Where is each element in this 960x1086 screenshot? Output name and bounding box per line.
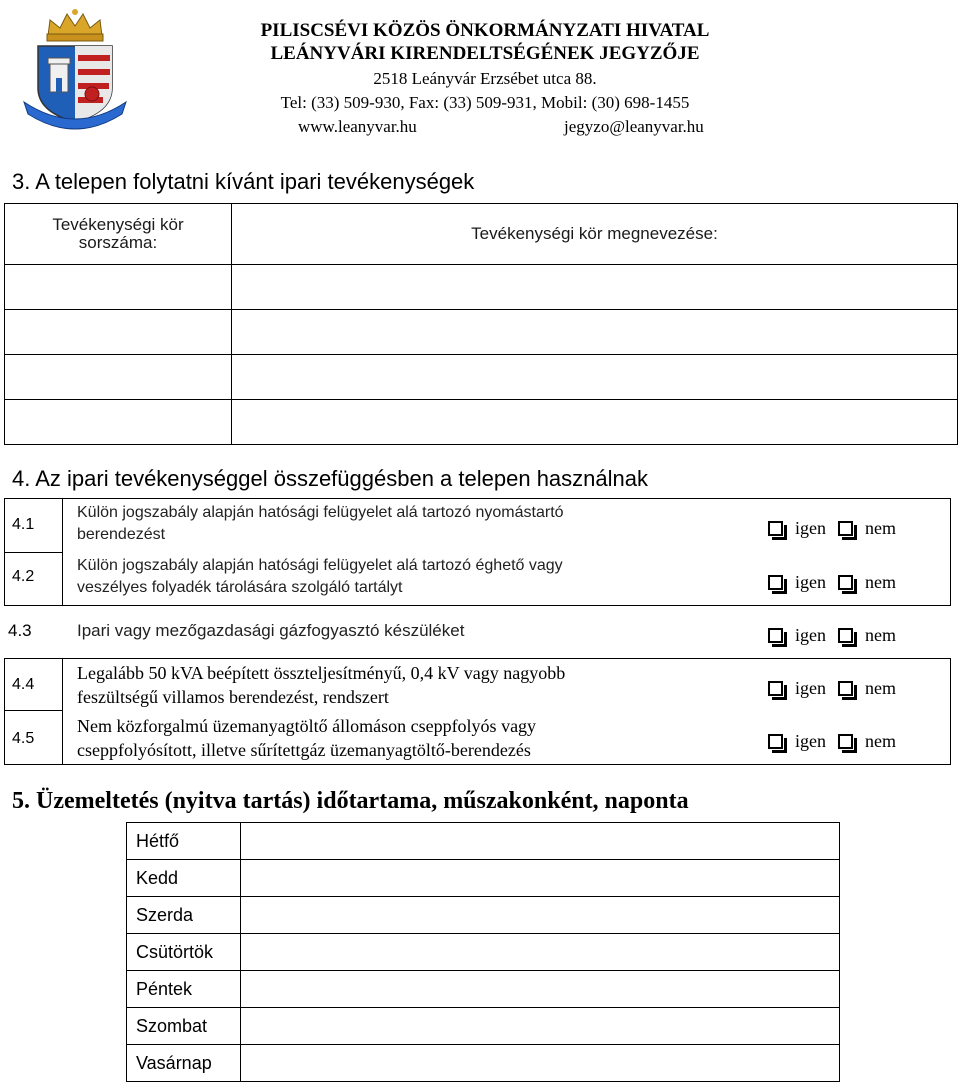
no-label: nem	[865, 625, 896, 645]
table-row	[127, 823, 840, 860]
item-number-4-2: 4.2	[12, 568, 35, 585]
activity-name-header: Tevékenységi kör megnevezése:	[232, 204, 958, 265]
day-label: Szombat	[127, 1008, 241, 1045]
item-text-line: feszültségű villamos berendezést, rendszert	[77, 687, 389, 707]
operating-hours-table	[126, 822, 840, 1082]
divider	[4, 498, 951, 499]
yes-label: igen	[795, 625, 826, 645]
item-text-line: Nem közforgalmú üzemanyagtöltő állomáson cseppfolyós vagy	[77, 716, 537, 736]
activity-number-cell[interactable]	[5, 355, 232, 400]
day-label: Vasárnap	[127, 1045, 241, 1082]
activity-name-cell[interactable]	[232, 355, 958, 400]
table-row	[5, 400, 958, 445]
hours-cell[interactable]	[241, 1045, 840, 1082]
no-label: nem	[865, 572, 896, 592]
section3-title: 3. A telepen folytatni kívánt ipari tevékenységek	[12, 169, 475, 194]
no-label: nem	[865, 678, 896, 698]
hours-cell[interactable]	[241, 823, 840, 860]
no-checkbox[interactable]	[838, 521, 853, 536]
day-label: Péntek	[127, 971, 241, 1008]
table-row	[127, 1045, 840, 1082]
divider	[62, 658, 63, 765]
divider	[4, 605, 951, 606]
item-text-line: Külön jogszabály alapján hatósági felügyelet alá tartozó éghető vagy	[77, 557, 563, 574]
no-checkbox[interactable]	[838, 734, 853, 749]
item-text-4-2	[77, 555, 563, 599]
yes-checkbox[interactable]	[768, 575, 783, 590]
table-row	[127, 1008, 840, 1045]
yes-checkbox[interactable]	[768, 681, 783, 696]
no-label: nem	[865, 731, 896, 751]
yes-no-4-2	[768, 572, 896, 593]
yes-checkbox[interactable]	[768, 734, 783, 749]
item-text-line: cseppfolyósított, illetve sűrítettgáz üzemanyagtöltő-berendezés	[77, 740, 531, 760]
website-link[interactable]: www.leanyvar.hu	[298, 117, 417, 136]
divider	[950, 498, 951, 606]
item-text-4-1	[77, 502, 564, 546]
item-text-line: veszélyes folyadék tárolására szolgáló tartályt	[77, 579, 403, 596]
coat-of-arms-icon	[20, 6, 130, 134]
yes-no-4-3	[768, 625, 896, 646]
yes-no-4-5	[768, 731, 896, 752]
divider	[950, 658, 951, 765]
divider	[4, 658, 951, 659]
divider	[4, 552, 63, 553]
day-label: Hétfő	[127, 823, 241, 860]
item-text-line: berendezést	[77, 526, 166, 543]
item-number-4-4: 4.4	[12, 676, 35, 693]
yes-checkbox[interactable]	[768, 521, 783, 536]
no-label: nem	[865, 518, 896, 538]
no-checkbox[interactable]	[838, 681, 853, 696]
activity-number-cell[interactable]	[5, 265, 232, 310]
office-name-line2: LEÁNYVÁRI KIRENDELTSÉGÉNEK JEGYZŐJE	[270, 43, 700, 64]
item-text-line: Külön jogszabály alapján hatósági felügyelet alá tartozó nyomástartó	[77, 504, 564, 521]
yes-no-4-1	[768, 518, 896, 539]
activity-name-cell[interactable]	[232, 400, 958, 445]
activities-table	[4, 203, 958, 445]
yes-checkbox[interactable]	[768, 628, 783, 643]
day-label: Csütörtök	[127, 934, 241, 971]
table-row	[127, 971, 840, 1008]
table-row	[127, 934, 840, 971]
divider	[4, 764, 951, 765]
item-text-4-3: Ipari vagy mezőgazdasági gázfogyasztó készüléket	[77, 621, 465, 640]
email-link[interactable]: jegyzo@leanyvar.hu	[564, 117, 704, 136]
office-name-line1: PILISCSÉVI KÖZÖS ÖNKORMÁNYZATI HIVATAL	[260, 20, 710, 41]
item-number-4-5: 4.5	[12, 730, 35, 747]
no-checkbox[interactable]	[838, 575, 853, 590]
divider	[4, 710, 63, 711]
item-text-4-5	[77, 714, 536, 762]
yes-label: igen	[795, 518, 826, 538]
item-text-line: Legalább 50 kVA beépített összteljesítményű, 0,4 kV vagy nagyobb	[77, 663, 566, 683]
table-row	[127, 897, 840, 934]
activity-number-header-line2: sorszáma:	[78, 233, 158, 252]
yes-label: igen	[795, 731, 826, 751]
table-row	[5, 355, 958, 400]
table-row	[5, 310, 958, 355]
activity-number-header-line1: Tevékenységi kör	[52, 215, 184, 234]
item-number-4-1: 4.1	[12, 516, 35, 533]
hours-cell[interactable]	[241, 1008, 840, 1045]
day-label: Szerda	[127, 897, 241, 934]
yes-label: igen	[795, 678, 826, 698]
hours-cell[interactable]	[241, 897, 840, 934]
activity-name-cell[interactable]	[232, 265, 958, 310]
office-address: 2518 Leányvár Erzsébet utca 88.	[373, 69, 597, 88]
hours-cell[interactable]	[241, 860, 840, 897]
no-checkbox[interactable]	[838, 628, 853, 643]
activity-name-cell[interactable]	[232, 310, 958, 355]
section5-title: 5. Üzemeltetés (nyitva tartás) időtartama, műszakonként, naponta	[12, 788, 689, 814]
table-row	[5, 265, 958, 310]
day-label: Kedd	[127, 860, 241, 897]
section4-title: 4. Az ipari tevékenységgel összefüggésben a telepen használnak	[12, 466, 648, 491]
activity-number-cell[interactable]	[5, 310, 232, 355]
divider	[4, 658, 5, 765]
item-number-4-3: 4.3	[8, 621, 32, 640]
item-text-4-4	[77, 661, 565, 709]
hours-cell[interactable]	[241, 971, 840, 1008]
table-row	[127, 860, 840, 897]
yes-no-4-4	[768, 678, 896, 699]
yes-label: igen	[795, 572, 826, 592]
activity-number-cell[interactable]	[5, 400, 232, 445]
activity-number-header	[5, 204, 232, 265]
hours-cell[interactable]	[241, 934, 840, 971]
office-phones: Tel: (33) 509-930, Fax: (33) 509-931, Mobil: (30) 698-1455	[280, 93, 690, 112]
